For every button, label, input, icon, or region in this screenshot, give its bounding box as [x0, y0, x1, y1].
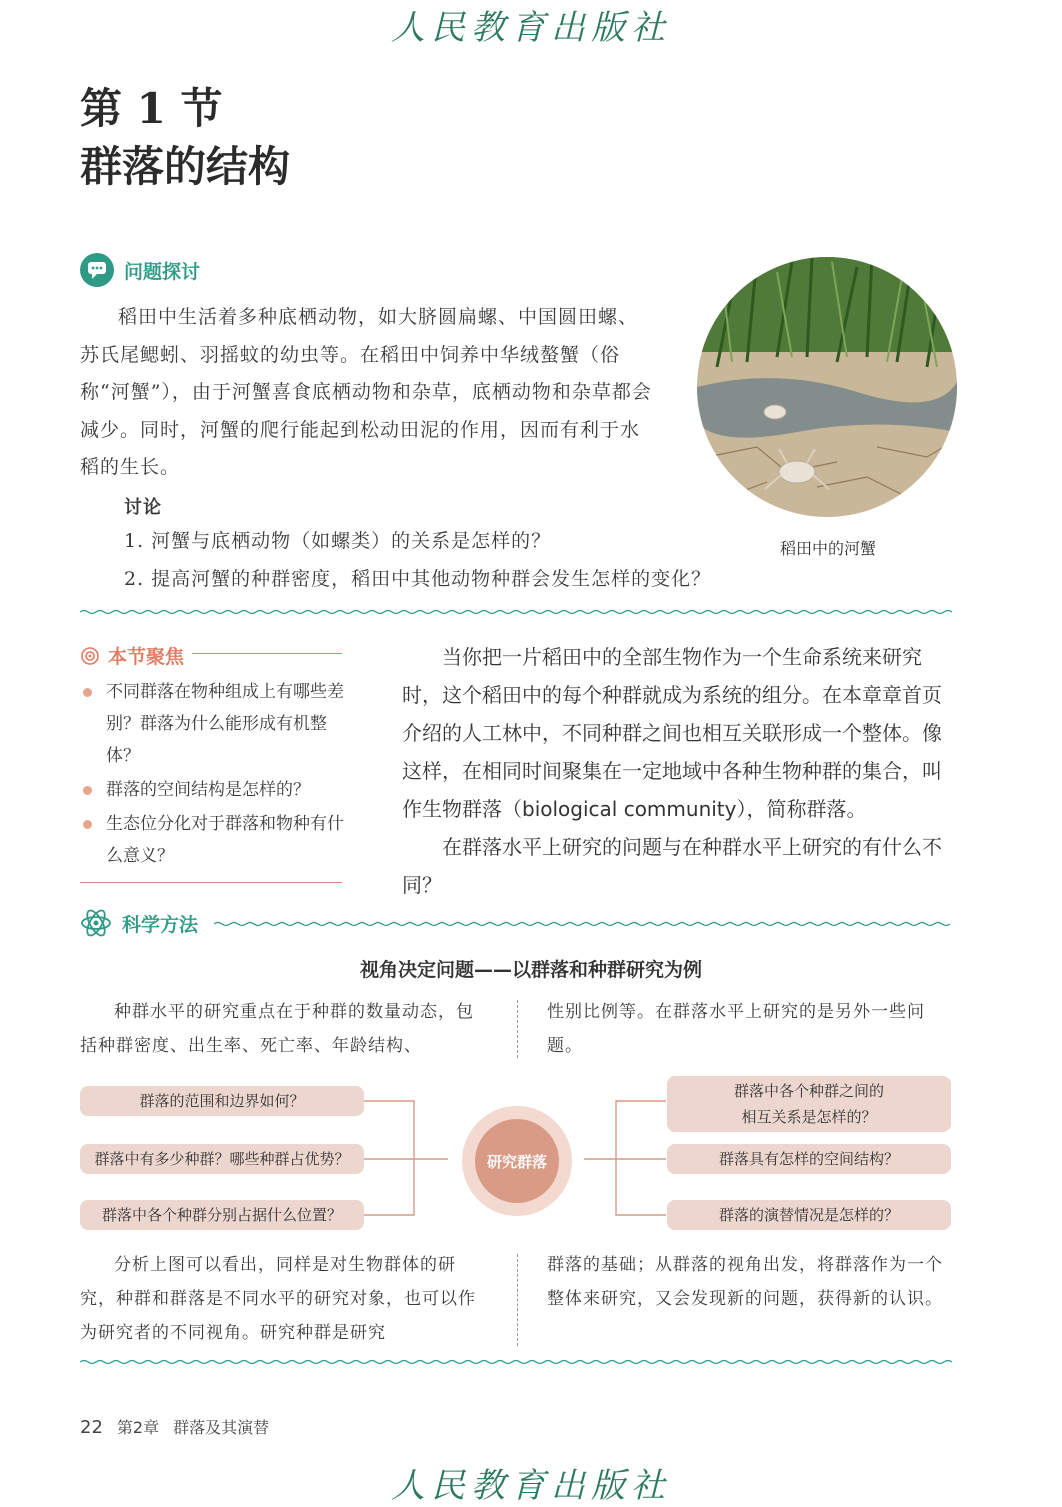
footer-chapter-label: 第2章 [116, 1418, 160, 1437]
method-intro-left: 种群水平的研究重点在于种群的数量动态，包括种群密度、出生率、死亡率、年龄结构、 [80, 1002, 474, 1056]
atom-icon [80, 907, 112, 939]
page-footer [80, 1415, 269, 1438]
discussion-header [80, 252, 200, 288]
focus-rule-top [192, 653, 342, 654]
question-pill-right: 群落具有怎样的空间结构？ [667, 1144, 951, 1174]
page-number: 22 [80, 1417, 103, 1438]
method-conclusion-right: 群落的基础；从群落的视角出发，将群落作为一个整体来研究，又会发现新的问题，获得新的认识。 [547, 1255, 943, 1309]
column-divider [517, 1000, 518, 1058]
footer-chapter-title: 群落及其演替 [173, 1418, 270, 1437]
discussion-question-1: 1. 河蟹与底栖动物（如螺类）的关系是怎样的？ [124, 530, 552, 552]
rice-field-crab-photo [697, 257, 957, 517]
wavy-divider [80, 1359, 956, 1365]
publisher-logo-top: 人民教育出版社 [391, 8, 671, 48]
discuss-label: 讨论 [124, 497, 162, 518]
focus-item: 不同群落在物种组成上有哪些差别？群落为什么能形成有机整体？ [80, 676, 345, 772]
chat-bubble-icon [80, 253, 114, 287]
publisher-logo-bottom: 人民教育出版社 [391, 1466, 671, 1506]
pill-line: 相互关系是怎样的？ [741, 1108, 877, 1126]
question-pill-right: 群落的演替情况是怎样的？ [667, 1200, 951, 1230]
main-paragraph-2: 在群落水平上研究的问题与在种群水平上研究的有什么不同？ [402, 835, 942, 897]
photo-caption: 稻田中的河蟹 [780, 539, 877, 558]
method-header [80, 907, 198, 939]
column-divider [517, 1254, 518, 1346]
focus-rule-bottom [80, 882, 342, 883]
discussion-label: 问题探讨 [124, 260, 201, 283]
research-community-hub [462, 1106, 572, 1216]
method-label: 科学方法 [122, 913, 199, 936]
target-icon [80, 646, 100, 666]
section-number: 第 1 节 [80, 84, 223, 133]
focus-title: 本节聚焦 [108, 646, 185, 668]
section-title: 群落的结构 [80, 142, 291, 191]
question-pill-left: 群落中有多少种群？哪些种群占优势？ [80, 1144, 364, 1174]
focus-list [80, 676, 345, 874]
pill-line: 群落中各个种群之间的 [733, 1082, 884, 1100]
method-box-title: 视角决定问题——以群落和种群研究为例 [359, 959, 702, 981]
method-wavy-rule [214, 921, 956, 927]
question-pill-left: 群落中各个种群分别占据什么位置？ [80, 1200, 364, 1230]
discussion-question-2: 2. 提高河蟹的种群密度，稻田中其他动物种群会发生怎样的变化？ [124, 568, 712, 590]
question-pill-left: 群落的范围和边界如何？ [80, 1086, 364, 1116]
focus-item: 群落的空间结构是怎样的？ [80, 774, 345, 806]
discussion-paragraph: 稻田中生活着多种底栖动物，如大脐圆扁螺、中国圆田螺、苏氏尾鳃蚓、羽摇蚊的幼虫等。在稻田中饲养中华绒螯蟹（俗称“河蟹”），由于河蟹喜食底栖动物和杂草，底栖动物和杂草都会减少。同时，河蟹的爬行能起到松动田泥的作用，因而有利于水稻的生长。 [80, 306, 652, 478]
question-pill-right [667, 1076, 951, 1132]
hub-label: 研究群落 [475, 1119, 559, 1203]
method-intro-right: 性别比例等。在群落水平上研究的是另外一些问题。 [547, 1002, 925, 1056]
focus-item: 生态位分化对于群落和物种有什么意义？ [80, 808, 345, 872]
method-conclusion-left: 分析上图可以看出，同样是对生物群体的研究，种群和群落是不同水平的研究对象，也可以作为研究者的不同视角。研究种群是研究 [80, 1255, 476, 1343]
focus-header [80, 642, 184, 669]
wavy-divider [80, 609, 956, 615]
main-paragraph-1: 当你把一片稻田中的全部生物作为一个生命系统来研究时，这个稻田中的每个种群就成为系统的组分。在本章章首页介绍的人工林中，不同种群之间也相互关联形成一个整体。像这样，在相同时间聚集在一定地域中各种生物种群的集合，叫作生物群落（biological community），简称群落。 [402, 645, 942, 821]
